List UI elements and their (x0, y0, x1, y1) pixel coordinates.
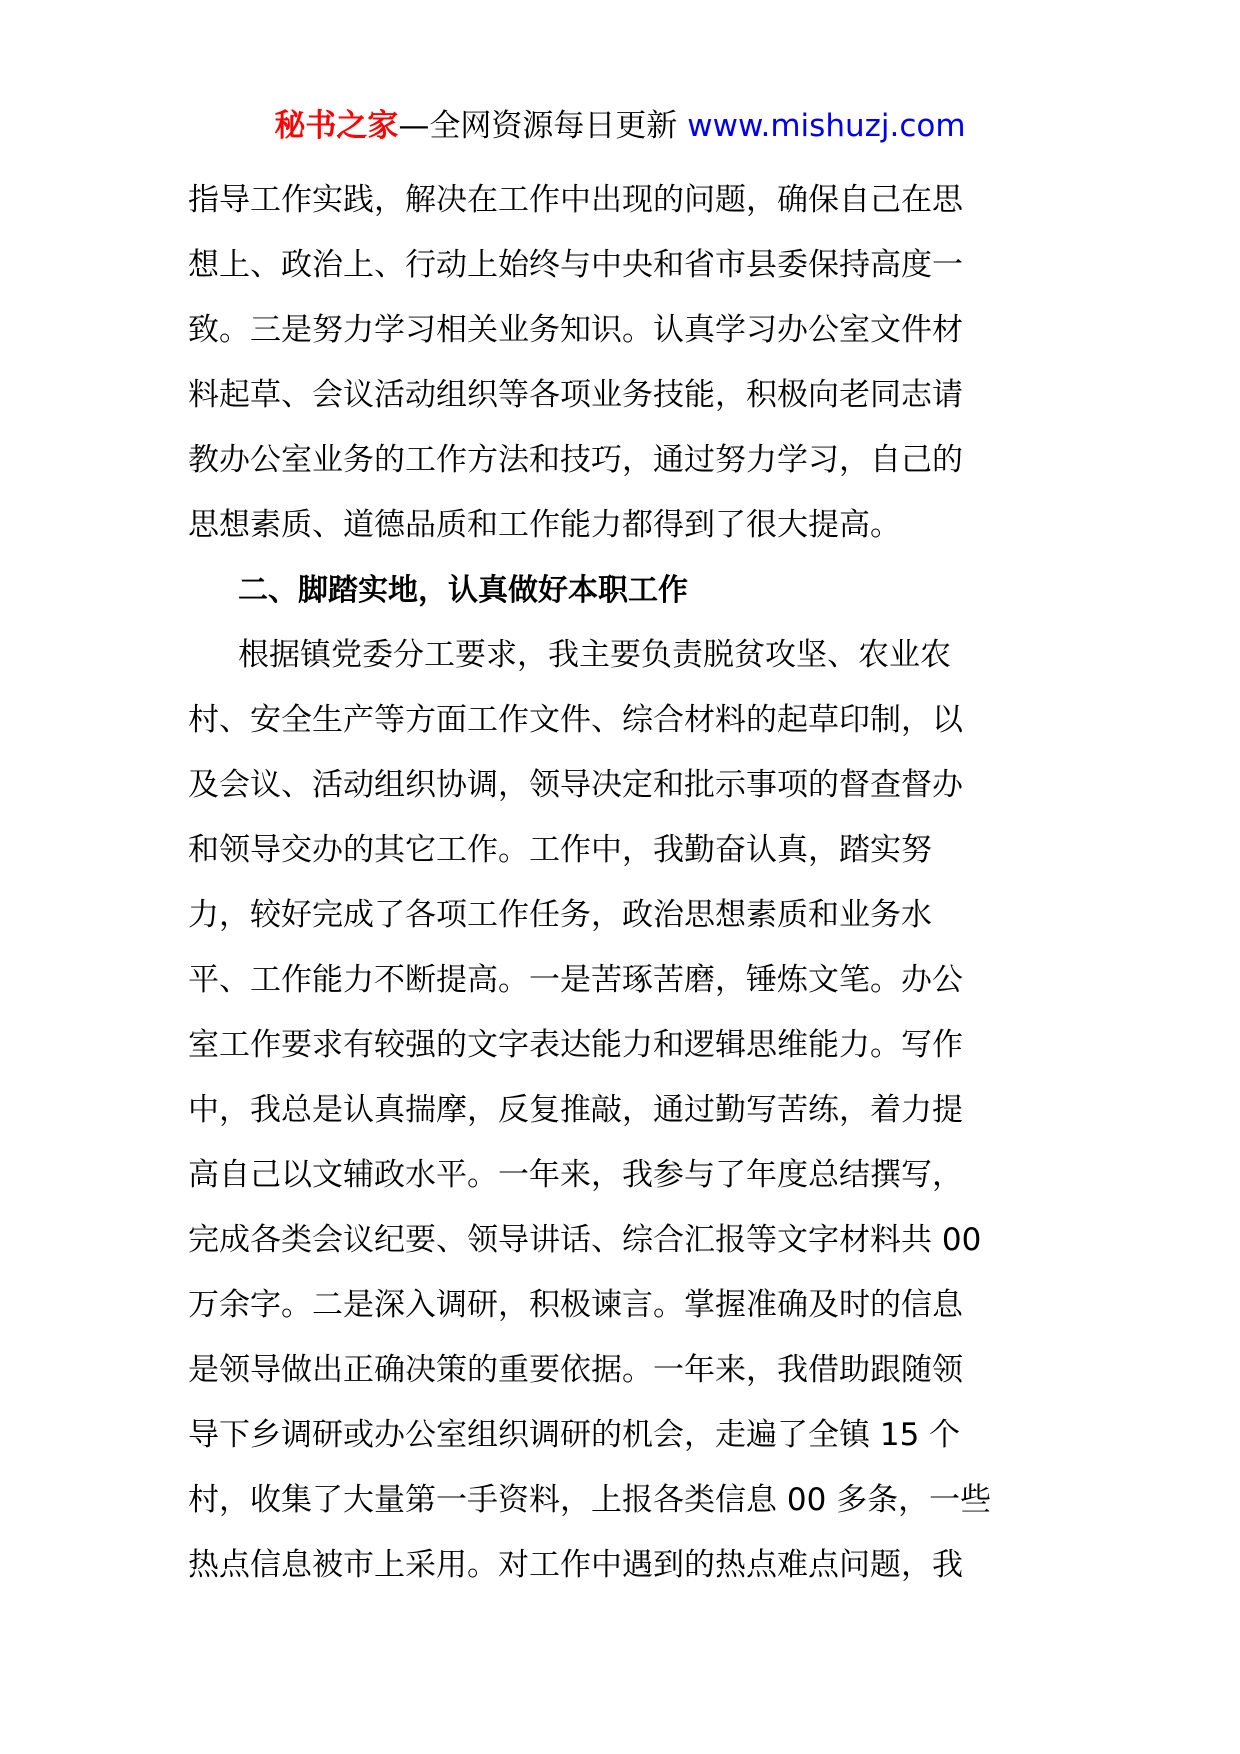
text-line: 料起草、会议活动组织等各项业务技能，积极向老同志请 (188, 377, 963, 413)
text-line: 室工作要求有较强的文字表达能力和逻辑思维能力。写作 (188, 1027, 963, 1063)
text-line: 教办公室业务的工作方法和技巧，通过努力学习，自己的 (188, 442, 963, 478)
site-header (0, 104, 1240, 148)
text-line: 及会议、活动组织协调，领导决定和批示事项的督查督办 (188, 767, 963, 803)
text-line: 是领导做出正确决策的重要依据。一年来，我借助跟随领 (188, 1352, 963, 1388)
text-line: 指导工作实践，解决在工作中出现的问题，确保自己在思 (188, 182, 963, 218)
text-line: 和领导交办的其它工作。工作中，我勤奋认真，踏实努 (188, 832, 932, 868)
text-line: 力，较好完成了各项工作任务，政治思想素质和业务水 (188, 897, 932, 933)
text-line: 完成各类会议纪要、领导讲话、综合汇报等文字材料共 00 (188, 1222, 982, 1258)
text-line: 中，我总是认真揣摩，反复推敲，通过勤写苦练，着力提 (188, 1092, 963, 1128)
document-body (188, 168, 1068, 1598)
text-line: 热点信息被市上采用。对工作中遇到的热点难点问题，我 (188, 1547, 963, 1583)
text-line: 村，收集了大量第一手资料，上报各类信息 00 多条，一些 (188, 1482, 992, 1518)
site-tagline: —全网资源每日更新 (398, 108, 688, 144)
text-line: 想上、政治上、行动上始终与中央和省市县委保持高度一 (188, 247, 963, 283)
section-heading: 二、脚踏实地，认真做好本职工作 (238, 573, 688, 608)
text-line: 思想素质、道德品质和工作能力都得到了很大提高。 (188, 507, 901, 543)
text-line: 平、工作能力不断提高。一是苦琢苦磨，锤炼文笔。办公 (188, 962, 963, 998)
text-line: 村、安全生产等方面工作文件、综合材料的起草印制，以 (188, 702, 963, 738)
site-brand: 秘书之家 (274, 108, 399, 144)
text-line: 高自己以文辅政水平。一年来，我参与了年度总结撰写， (188, 1157, 963, 1193)
text-line: 导下乡调研或办公室组织调研的机会，走遍了全镇 15 个 (188, 1417, 961, 1453)
text-line: 根据镇党委分工要求，我主要负责脱贫攻坚、农业农 (238, 637, 951, 673)
text-line: 万余字。二是深入调研，积极谏言。掌握准确及时的信息 (188, 1287, 963, 1323)
site-url-link[interactable]: www.mishuzj.com (687, 108, 966, 144)
text-line: 致。三是努力学习相关业务知识。认真学习办公室文件材 (188, 312, 963, 348)
